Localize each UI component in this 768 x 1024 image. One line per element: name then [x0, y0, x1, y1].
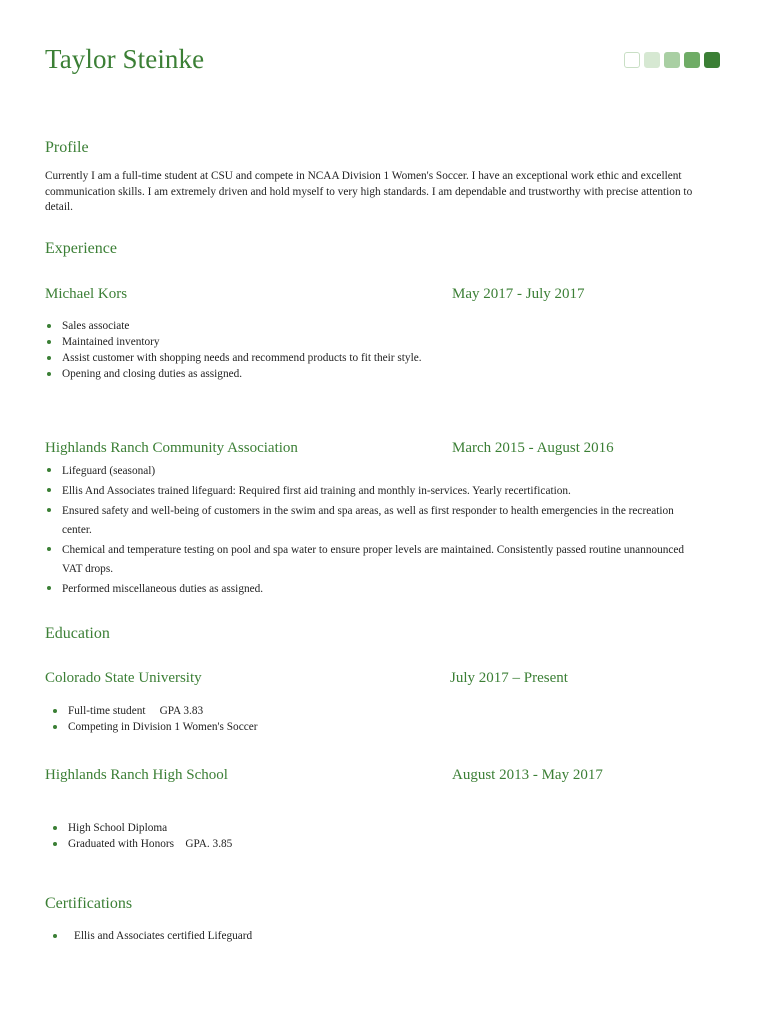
job-bullets-highlands-ranch-community — [45, 462, 705, 600]
school-dates-highlands-ranch-high: August 2013 - May 2017 — [452, 767, 603, 783]
list-item: Maintained inventory — [45, 334, 705, 350]
list-item: Ellis And Associates trained lifeguard: Required first aid training and monthly in-services. Yearly recertification. — [45, 482, 705, 501]
decorative-square-1 — [624, 52, 640, 68]
certification-bullets — [51, 928, 711, 944]
list-item: Chemical and temperature testing on pool and spa water to ensure proper levels are maintained. Consistently passed routine unannounced VAT drops. — [45, 541, 705, 579]
job-title-highlands-ranch-community: Highlands Ranch Community Association — [45, 440, 298, 456]
school-bullets-highlands-ranch-high — [51, 820, 711, 852]
education-heading: Education — [45, 625, 110, 642]
decorative-square-3 — [664, 52, 680, 68]
decorative-square-5 — [704, 52, 720, 68]
list-item: Ensured safety and well-being of customers in the swim and spa areas, as well as first responder to health emergencies in the recreation center. — [45, 502, 705, 540]
job-title-michael-kors: Michael Kors — [45, 286, 128, 302]
decorative-square-4 — [684, 52, 700, 68]
list-item: Graduated with Honors GPA. 3.85 — [51, 836, 711, 852]
list-item: Sales associate — [45, 318, 705, 334]
list-item: Opening and closing duties as assigned. — [45, 366, 705, 382]
list-item: Assist customer with shopping needs and recommend products to fit their style. — [45, 350, 705, 366]
list-item: Ellis and Associates certified Lifeguard — [51, 928, 711, 944]
job-bullets-michael-kors — [45, 318, 705, 382]
list-item: Lifeguard (seasonal) — [45, 462, 705, 481]
school-title-highlands-ranch-high: Highlands Ranch High School — [45, 767, 228, 783]
list-item: Full-time student GPA 3.83 — [51, 703, 711, 719]
list-item: Performed miscellaneous duties as assigned. — [45, 580, 705, 599]
school-title-colorado-state: Colorado State University — [45, 670, 202, 686]
list-item: Competing in Division 1 Women's Soccer — [51, 719, 711, 735]
profile-text: Currently I am a full-time student at CSU and compete in NCAA Division 1 Women's Soccer. I have an exceptional work ethic and excellent communication skills. I am extremely driven and hold myself to very high standards. I am dependable and trustworthy with precise attention to detail. — [45, 170, 693, 213]
decorative-square-2 — [644, 52, 660, 68]
school-dates-colorado-state: July 2017 – Present — [450, 670, 568, 686]
applicant-name: Taylor Steinke — [45, 44, 205, 74]
decorative-squares — [624, 52, 720, 68]
job-dates-michael-kors: May 2017 - July 2017 — [452, 286, 585, 302]
experience-heading: Experience — [45, 240, 117, 257]
job-dates-highlands-ranch-community: March 2015 - August 2016 — [452, 440, 614, 456]
school-bullets-colorado-state — [51, 703, 711, 735]
profile-heading: Profile — [45, 139, 89, 156]
list-item: High School Diploma — [51, 820, 711, 836]
certifications-heading: Certifications — [45, 895, 133, 912]
